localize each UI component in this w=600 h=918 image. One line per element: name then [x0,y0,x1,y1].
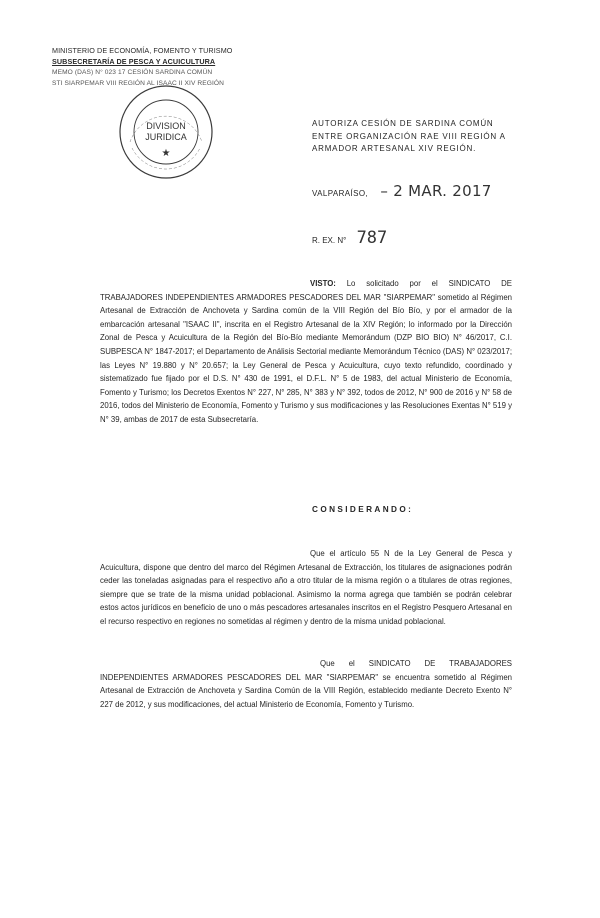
considerando-paragraph-2 [100,657,512,711]
visto-text: Lo solicitado por el SINDICATO DE TRABAJADORES INDEPENDIENTES ARMADORES PESCADORES DEL MAR "SIARPEMAR" sometido al Régimen Artesanal de Extracción de Anchoveta y Sardina común de la VIII Región del Bío Bío, y por el armador de la embarcación artesanal "ISAAC II", inscrita en el Registro Artesanal de la XIV Región; lo informado por la Dirección Zonal de Pesca y Acuicultura de la Región del Bío-Bío mediante Memorándum (DZP BIO BIO) N° 46/2017, C.I. SUBPESCA N° 1847-2017; el Departamento de Análisis Sectorial mediante Memorándum Técnico (DAS) N° 023/2017; las Leyes N° 19.880 y N° 20.657; la Ley General de Pesca y Acuicultura, cuyo texto refundido, coordinado y sistematizado fue fijado por el D.S. N° 430 de 1991, el D.F.L. N° 5 de 1983, del actual Ministerio de Economía, Fomento y Turismo; los Decretos Exentos N° 227, N° 285, N° 383 y N° 392, todos de 2012, N° 900 de 2016 y N° 58 de 2016, todos del Ministerio de Economía, Fomento y Turismo y sus modificaciones y las Resoluciones Exentas N° 519 y N° 39, ambas de 2017 de esta Subsecretaría. [100,279,512,424]
considerando-heading: CONSIDERANDO: [312,505,414,514]
resolution-number-line [312,228,387,248]
resolution-number: 787 [356,228,388,248]
city-label: VALPARAÍSO, [312,189,369,198]
reference-line-1: MEMO (DAS) N° 023 17 CESIÓN SARDINA COMÚN [52,69,213,76]
stamp-text-line1: DIVISION [146,121,186,131]
visto-label: VISTO: [310,279,336,288]
visto-paragraph [100,277,512,427]
ministry-name: MINISTERIO DE ECONOMÍA, FOMENTO Y TURISMO [52,46,233,55]
reference-line-2: STI SIARPEMAR VIII REGIÓN AL ISAAC II XIV REGIÓN [52,80,225,87]
division-juridica-stamp [116,82,216,182]
stamp-star-icon: ★ [161,148,171,159]
handwritten-date: – 2 MAR. 2017 [380,182,492,200]
resolution-label: R. EX. N° [312,236,347,245]
date-line [312,182,492,200]
stamp-text-line2: JURIDICA [145,132,187,142]
considerando-text-2: Que el SINDICATO DE TRABAJADORES INDEPENDIENTES ARMADORES PESCADORES DEL MAR "SIARPEMAR" se encuentra sometido al Régimen Artesanal de Extracción de Anchoveta y Sardina Común de la VIII Región, establecido mediante Decreto Exento N° 227 de 2012, y sus modificaciones, del actual Ministerio de Economía, Fomento y Turismo. [100,659,512,709]
subsecretariat-name: SUBSECRETARÍA DE PESCA Y ACUICULTURA [52,57,216,66]
considerando-paragraph-1 [100,547,512,629]
considerando-text-1: Que el artículo 55 N de la Ley General de Pesca y Acuicultura, dispone que dentro del marco del Régimen Artesanal de Extracción, los titulares de asignaciones podrán ceder las toneladas asignadas para el respectivo año a otro titular de la misma región o a titulares de otras regiones, siempre que se trate de la misma unidad poblacional. Asimismo la norma agrega que también se podrán celebrar estos actos jurídicos en beneficio de uno o más pescadores artesanales inscritos en el Registro Pesquero Artesanal en el recurso respectivo en regiones no sometidas al régimen y dentro de la misma unidad poblacional. [100,549,512,626]
document-title: AUTORIZA CESIÓN DE SARDINA COMÚN ENTRE ORGANIZACIÓN RAE VIII REGIÓN A ARMADOR ARTESANAL XIV REGIÓN. [312,119,506,153]
